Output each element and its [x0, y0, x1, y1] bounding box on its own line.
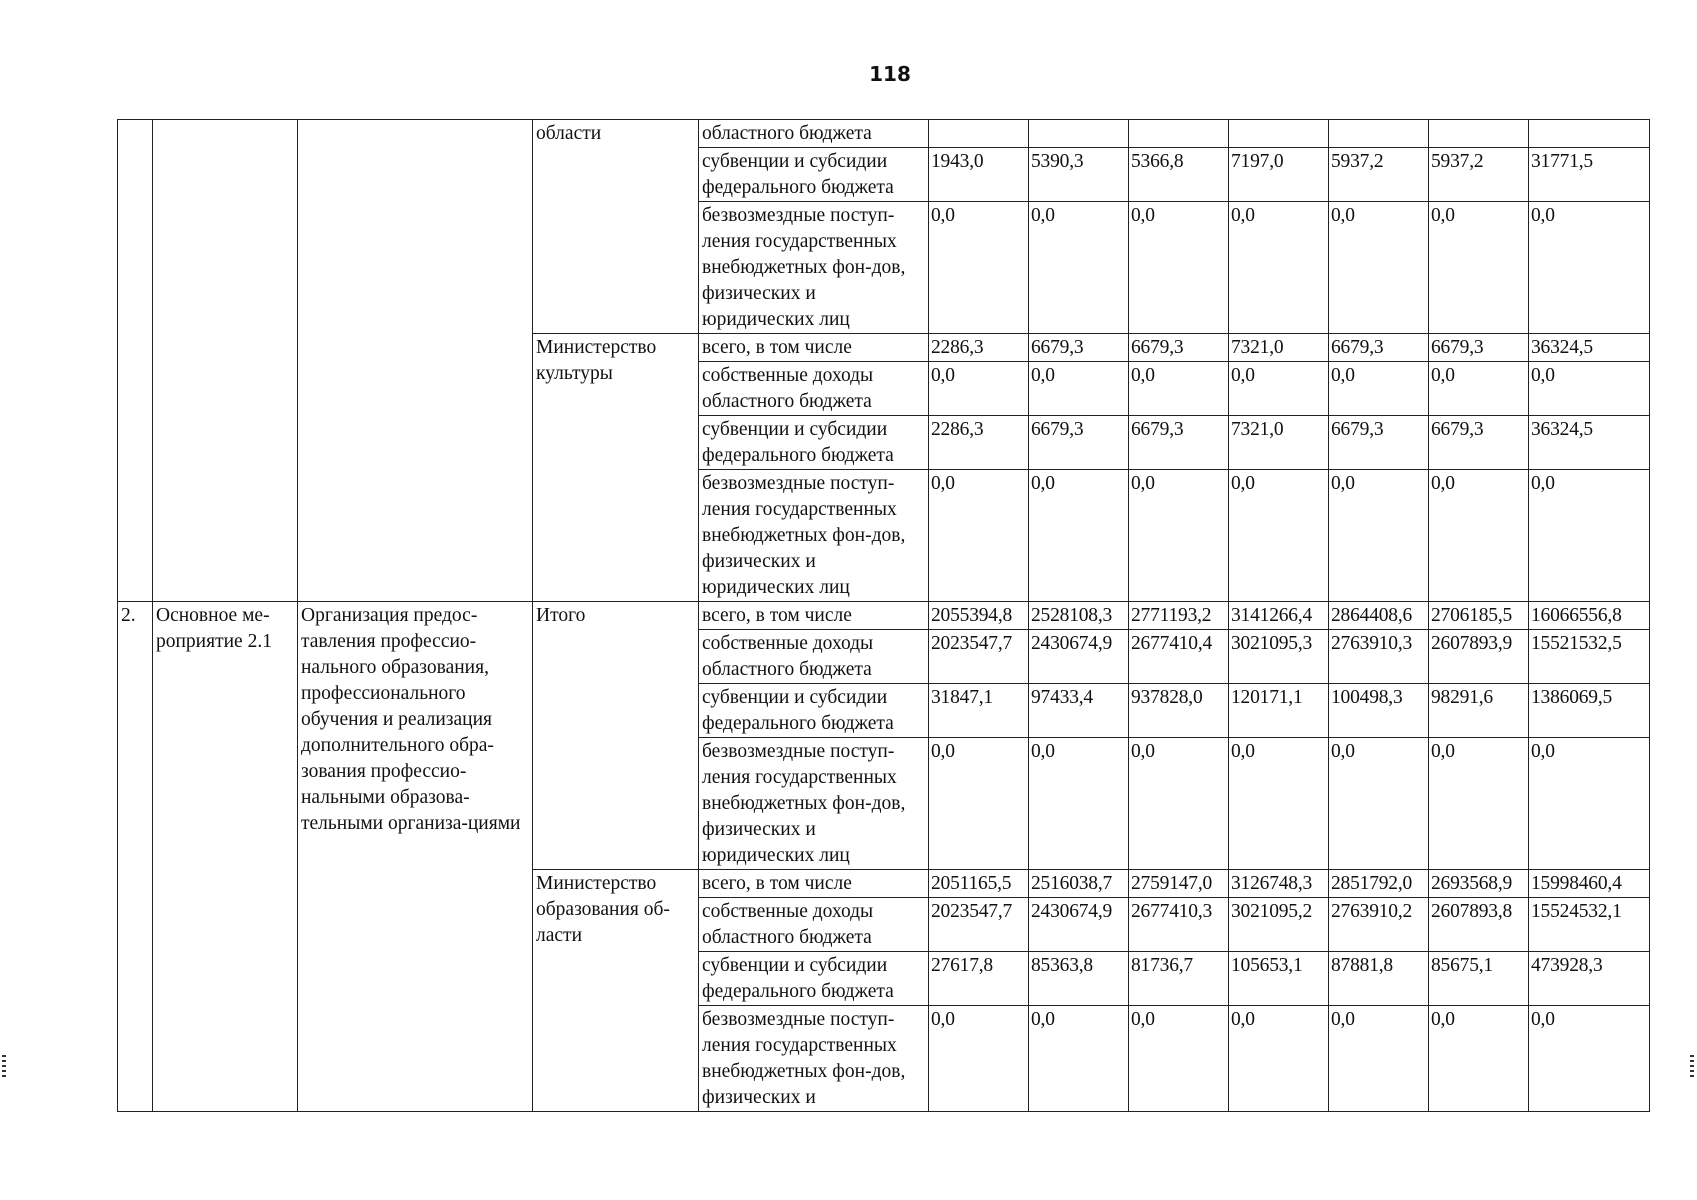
table-cell: 2693568,9 [1429, 870, 1529, 898]
table-cell [1429, 120, 1529, 148]
table-cell: 16066556,8 [1529, 602, 1650, 630]
table-cell: 0,0 [1229, 1006, 1329, 1112]
table-cell: 97433,4 [1029, 684, 1129, 738]
table-cell: 98291,6 [1429, 684, 1529, 738]
table-cell: 15998460,4 [1529, 870, 1650, 898]
table-cell [298, 120, 533, 602]
table-cell: 2864408,6 [1329, 602, 1429, 630]
table-cell: 0,0 [929, 1006, 1029, 1112]
table-cell: 2430674,9 [1029, 898, 1129, 952]
table-cell: 5937,2 [1329, 148, 1429, 202]
table-cell: 2055394,8 [929, 602, 1029, 630]
table-cell: 0,0 [1329, 470, 1429, 602]
table-cell: безвозмездные поступ-ления государственных внебюджетных фон-дов, физических и юридических лиц [699, 470, 929, 602]
table-cell: 6679,3 [1429, 416, 1529, 470]
table-cell: 0,0 [1329, 362, 1429, 416]
table-cell: собственные доходы областного бюджета [699, 898, 929, 952]
table-cell: 0,0 [929, 202, 1029, 334]
table-cell: 0,0 [1329, 202, 1429, 334]
table-cell: 0,0 [1229, 362, 1329, 416]
table-cell: безвозмездные поступ-ления государственных внебюджетных фон-дов, физических и юридических лиц [699, 202, 929, 334]
table-cell: 2771193,2 [1129, 602, 1229, 630]
table-cell: 0,0 [1529, 470, 1650, 602]
table-cell: 0,0 [1029, 202, 1129, 334]
table-cell: всего, в том числе [699, 334, 929, 362]
table-cell: 2851792,0 [1329, 870, 1429, 898]
table-cell: 0,0 [1329, 738, 1429, 870]
table-cell: 0,0 [1129, 470, 1229, 602]
table-cell: 7197,0 [1229, 148, 1329, 202]
table-cell: 85675,1 [1429, 952, 1529, 1006]
table-cell: 31771,5 [1529, 148, 1650, 202]
table-cell: 0,0 [1529, 1006, 1650, 1112]
table-cell [118, 120, 153, 602]
table-cell: 3126748,3 [1229, 870, 1329, 898]
table-cell: собственные доходы областного бюджета [699, 630, 929, 684]
table-cell: 0,0 [1029, 470, 1129, 602]
table-cell: 2763910,2 [1329, 898, 1429, 952]
table-cell: 2286,3 [929, 334, 1029, 362]
table-cell: 6679,3 [1029, 334, 1129, 362]
table-cell: 0,0 [1529, 362, 1650, 416]
table-cell: 105653,1 [1229, 952, 1329, 1006]
table-cell: 2706185,5 [1429, 602, 1529, 630]
table-cell: 85363,8 [1029, 952, 1129, 1006]
budget-table [117, 119, 1650, 1112]
scan-edge-marks-left [2, 1055, 6, 1080]
table-cell: 2. [118, 602, 153, 1112]
table-cell: безвозмездные поступ-ления государственных внебюджетных фон-дов, физических и юридических лиц [699, 738, 929, 870]
table-cell: 0,0 [1429, 1006, 1529, 1112]
table-cell: 87881,8 [1329, 952, 1429, 1006]
page-number: 118 [869, 62, 911, 86]
table-row [118, 602, 1650, 630]
table-cell: 2286,3 [929, 416, 1029, 470]
table-cell: 6679,3 [1129, 334, 1229, 362]
table-cell: 0,0 [1129, 1006, 1229, 1112]
table-cell [1129, 120, 1229, 148]
table-cell: 2677410,4 [1129, 630, 1229, 684]
table-cell: 0,0 [1529, 738, 1650, 870]
table-cell [1229, 120, 1329, 148]
table-cell: 3021095,2 [1229, 898, 1329, 952]
table-cell: 6679,3 [1329, 334, 1429, 362]
table-cell: субвенции и субсидии федерального бюджета [699, 684, 929, 738]
table-cell: 0,0 [1429, 202, 1529, 334]
table-cell: 36324,5 [1529, 334, 1650, 362]
table-cell: 0,0 [1129, 202, 1229, 334]
table-cell [929, 120, 1029, 148]
table-cell: области [533, 120, 699, 334]
table-cell: Организация предос-тавления профессио-нального образования, профессионального обучения и реализация дополнительного обра-зования профессио-нальными образова-тельными организа-циями [298, 602, 533, 1112]
table-cell: 0,0 [1429, 470, 1529, 602]
table-cell: 7321,0 [1229, 416, 1329, 470]
table-cell: 2051165,5 [929, 870, 1029, 898]
table-cell: 15521532,5 [1529, 630, 1650, 684]
table-cell: 0,0 [1129, 738, 1229, 870]
table-cell: 0,0 [1129, 362, 1229, 416]
table-cell: 0,0 [1229, 738, 1329, 870]
table-cell: 2677410,3 [1129, 898, 1229, 952]
table-cell: 6679,3 [1429, 334, 1529, 362]
table-cell [153, 120, 298, 602]
table-cell: 2023547,7 [929, 630, 1029, 684]
table-cell: субвенции и субсидии федерального бюджета [699, 416, 929, 470]
table-cell: 2759147,0 [1129, 870, 1229, 898]
table-cell: 0,0 [1429, 738, 1529, 870]
table-cell: безвозмездные поступ-ления государственных внебюджетных фон-дов, физических и [699, 1006, 929, 1112]
table-cell: 31847,1 [929, 684, 1029, 738]
table-cell: 36324,5 [1529, 416, 1650, 470]
table-cell: 0,0 [1029, 362, 1129, 416]
table-cell: 27617,8 [929, 952, 1029, 1006]
table-cell: 6679,3 [1029, 416, 1129, 470]
table-cell: 2763910,3 [1329, 630, 1429, 684]
table-cell: 6679,3 [1129, 416, 1229, 470]
table-cell: 100498,3 [1329, 684, 1429, 738]
table-cell: Министерство культуры [533, 334, 699, 602]
table-row [118, 120, 1650, 148]
table-cell: 2528108,3 [1029, 602, 1129, 630]
table-cell: 15524532,1 [1529, 898, 1650, 952]
table-cell: 3021095,3 [1229, 630, 1329, 684]
table-cell: 5366,8 [1129, 148, 1229, 202]
table-cell: 7321,0 [1229, 334, 1329, 362]
table-cell: 0,0 [1429, 362, 1529, 416]
table-cell: 0,0 [1029, 1006, 1129, 1112]
table-cell: субвенции и субсидии федерального бюджета [699, 148, 929, 202]
table-cell: областного бюджета [699, 120, 929, 148]
table-cell: 5390,3 [1029, 148, 1129, 202]
table-cell: 2607893,8 [1429, 898, 1529, 952]
table-cell: 473928,3 [1529, 952, 1650, 1006]
table-cell: Итого [533, 602, 699, 870]
table-cell [1529, 120, 1650, 148]
table-cell: 0,0 [1029, 738, 1129, 870]
table-cell: 0,0 [1329, 1006, 1429, 1112]
table-cell: 5937,2 [1429, 148, 1529, 202]
table-cell: 937828,0 [1129, 684, 1229, 738]
table-cell: 0,0 [929, 738, 1029, 870]
scan-edge-marks-right [1690, 1055, 1694, 1080]
table-cell: 1943,0 [929, 148, 1029, 202]
table-cell [1329, 120, 1429, 148]
table-cell: 120171,1 [1229, 684, 1329, 738]
table-cell: 2430674,9 [1029, 630, 1129, 684]
table-cell: собственные доходы областного бюджета [699, 362, 929, 416]
table-cell: 2607893,9 [1429, 630, 1529, 684]
table-cell [1029, 120, 1129, 148]
table-cell: всего, в том числе [699, 602, 929, 630]
table-cell: 1386069,5 [1529, 684, 1650, 738]
table-cell: Министерство образования об-ласти [533, 870, 699, 1112]
table-cell: всего, в том числе [699, 870, 929, 898]
table-cell: 2516038,7 [1029, 870, 1129, 898]
table-cell: Основное ме-роприятие 2.1 [153, 602, 298, 1112]
table-cell: 3141266,4 [1229, 602, 1329, 630]
table-cell: 0,0 [929, 470, 1029, 602]
table-cell: 0,0 [1229, 202, 1329, 334]
table-cell: 0,0 [1229, 470, 1329, 602]
table-cell: субвенции и субсидии федерального бюджета [699, 952, 929, 1006]
table-cell: 2023547,7 [929, 898, 1029, 952]
table-cell: 0,0 [929, 362, 1029, 416]
table-cell: 81736,7 [1129, 952, 1229, 1006]
table-cell: 0,0 [1529, 202, 1650, 334]
table-cell: 6679,3 [1329, 416, 1429, 470]
